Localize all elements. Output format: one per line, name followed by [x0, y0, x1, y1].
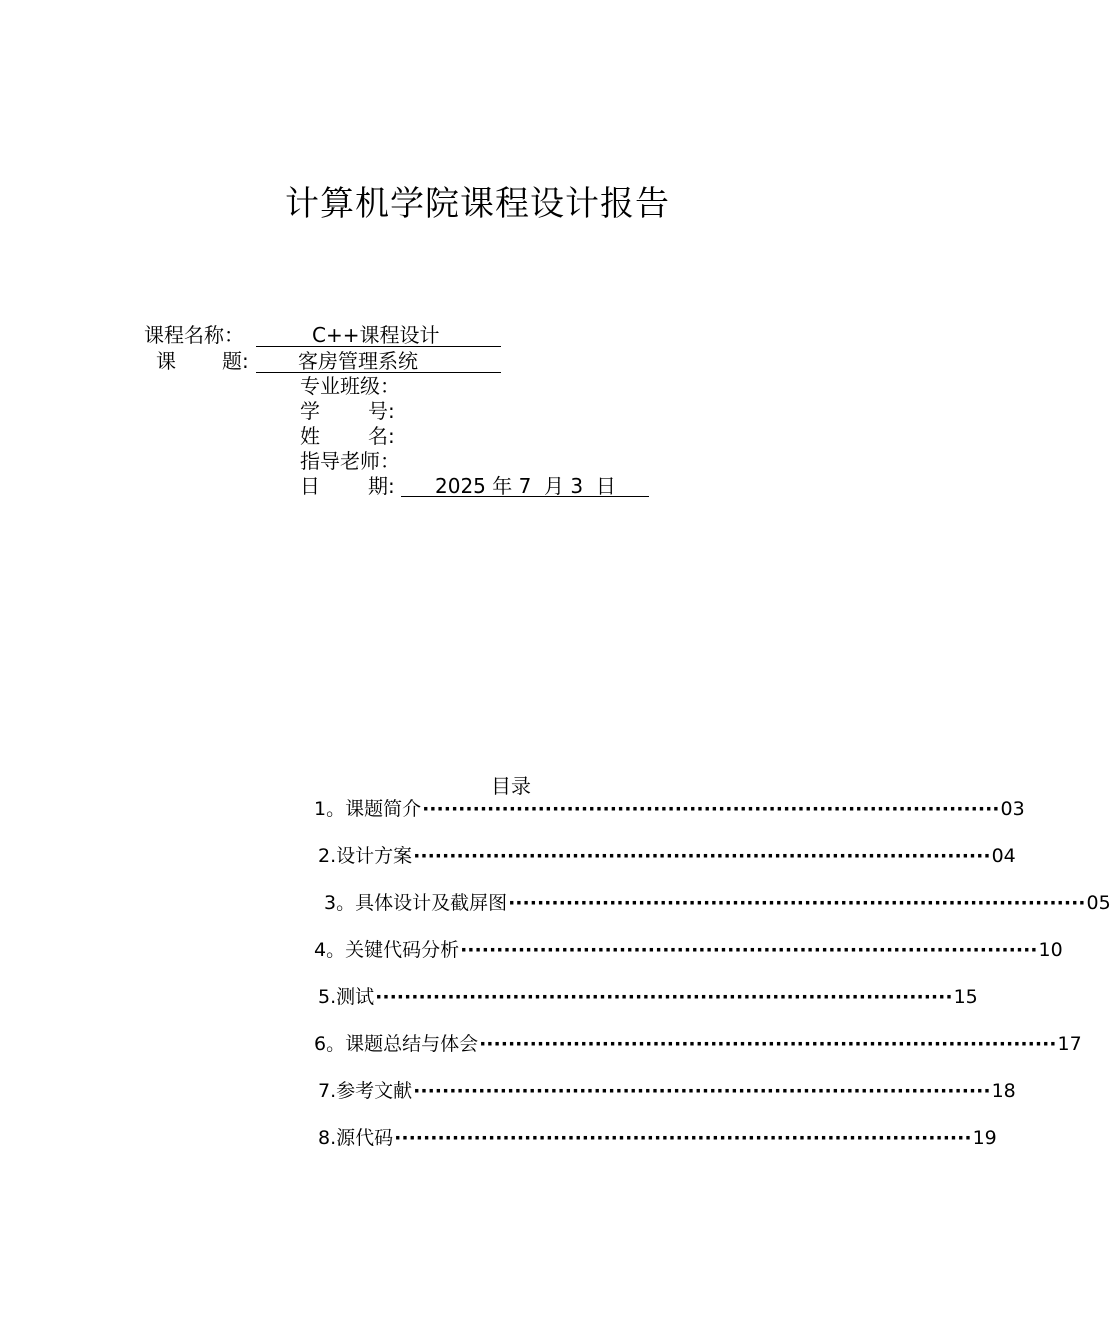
major-class-label: 专业班级： — [300, 374, 400, 398]
toc-entry[interactable] — [318, 1078, 1016, 1104]
course-name-value: C++课程设计 — [312, 323, 440, 347]
toc-entry[interactable] — [314, 1031, 1082, 1057]
toc-entry-label: 1。课题简介 — [314, 798, 422, 820]
name-label-part1: 姓 — [300, 424, 320, 448]
toc-entry-label: 3。具体设计及截屏图 — [324, 892, 508, 914]
toc-leader-dots: ················································································ — [375, 986, 953, 1008]
student-id-label-part2: 号: — [368, 399, 395, 423]
toc-entry[interactable] — [324, 890, 1111, 916]
toc-leader-dots: ················································································ — [508, 892, 1086, 914]
toc-entry-page: 18 — [991, 1080, 1016, 1102]
toc-leader-dots: ················································································ — [479, 1033, 1057, 1055]
date-value: 2025 年 7 月 3 日 — [435, 474, 616, 498]
toc-title: 目录 — [491, 774, 531, 798]
toc-leader-dots: ················································································ — [394, 1127, 972, 1149]
topic-label-part1: 课 — [156, 349, 176, 373]
toc-entry[interactable] — [318, 984, 978, 1010]
toc-entry-page: 03 — [1000, 798, 1025, 820]
report-title: 计算机学院课程设计报告 — [285, 184, 670, 224]
toc-entry-page: 19 — [972, 1127, 997, 1149]
toc-entry[interactable] — [314, 937, 1063, 963]
course-name-label: 课程名称： — [144, 323, 244, 347]
toc-leader-dots: ················································································ — [413, 845, 991, 867]
toc-entry-page: 17 — [1057, 1033, 1082, 1055]
toc-entry-label: 4。关键代码分析 — [314, 939, 460, 961]
toc-leader-dots: ················································································ — [413, 1080, 991, 1102]
toc-entry-label: 6。课题总结与体会 — [314, 1033, 479, 1055]
toc-entry-label: 2.设计方案 — [318, 845, 413, 867]
toc-entry[interactable] — [318, 843, 1016, 869]
date-label-part1: 日 — [300, 474, 320, 498]
toc-entry-label: 7.参考文献 — [318, 1080, 413, 1102]
topic-label-part2: 题: — [222, 349, 249, 373]
date-label-part2: 期: — [368, 474, 395, 498]
toc-entry-label: 8.源代码 — [318, 1127, 394, 1149]
toc-entry-page: 04 — [991, 845, 1016, 867]
toc-entry-page: 15 — [953, 986, 978, 1008]
toc-leader-dots: ················································································ — [422, 798, 1000, 820]
toc-entry[interactable] — [318, 1125, 997, 1151]
student-id-label-part1: 学 — [300, 399, 320, 423]
advisor-label: 指导老师： — [300, 449, 400, 473]
toc-entry-page: 05 — [1086, 892, 1111, 914]
name-label-part2: 名: — [368, 424, 395, 448]
toc-entry[interactable] — [314, 796, 1025, 822]
toc-entry-page: 10 — [1038, 939, 1063, 961]
toc-entry-label: 5.测试 — [318, 986, 375, 1008]
topic-value: 客房管理系统 — [298, 349, 418, 373]
toc-leader-dots: ················································································ — [460, 939, 1038, 961]
